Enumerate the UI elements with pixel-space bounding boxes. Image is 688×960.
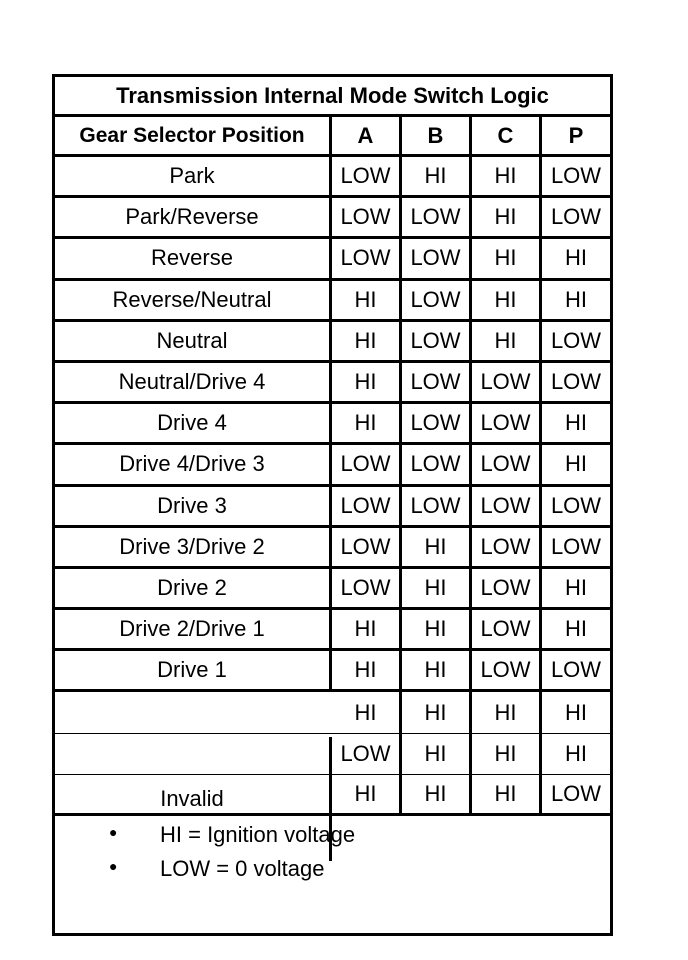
signal-a-cell: HI: [332, 651, 402, 689]
header-row: [55, 117, 610, 157]
table-row: [55, 198, 610, 239]
signal-c-cell: LOW: [472, 528, 542, 566]
gear-position-cell: Drive 4/Drive 3: [55, 445, 332, 483]
signal-b-cell: LOW: [402, 281, 472, 319]
signal-a-cell: LOW: [332, 734, 402, 774]
table-row: [55, 239, 610, 280]
signal-b-cell: LOW: [402, 239, 472, 277]
table-row: [55, 281, 610, 322]
signal-p-cell: HI: [565, 451, 587, 477]
signal-a-cell: LOW: [332, 239, 402, 277]
signal-p-cell: HI: [565, 699, 587, 725]
signal-p-cell: LOW: [550, 657, 602, 683]
signal-c-cell: LOW: [472, 487, 542, 525]
gear-position-cell: Park/Reverse: [55, 198, 332, 236]
table-row: [55, 404, 610, 445]
table-row: [55, 322, 610, 363]
signal-a-cell: HI: [332, 404, 402, 442]
table-row: [55, 610, 610, 651]
signal-a-cell: HI: [332, 281, 402, 319]
signal-a-cell: HI: [332, 610, 402, 648]
signal-b-cell: HI: [402, 651, 472, 689]
signal-c-cell: LOW: [472, 404, 542, 442]
header-a: A: [332, 117, 402, 154]
signal-p-cell: HI: [565, 574, 587, 600]
gear-position-cell: Drive 3: [55, 487, 332, 525]
signal-a-cell: HI: [332, 322, 402, 360]
legend-notes: [55, 820, 610, 888]
gear-position-cell: Neutral: [55, 322, 332, 360]
signal-b-cell: HI: [402, 528, 472, 566]
signal-c-cell: HI: [472, 692, 542, 732]
signal-c-cell: LOW: [472, 363, 542, 401]
header-p: P: [568, 122, 584, 148]
signal-p-cell: HI: [565, 740, 587, 766]
signal-c-cell: HI: [472, 734, 542, 774]
signal-p-cell: LOW: [550, 327, 602, 353]
signal-c-cell: LOW: [472, 610, 542, 648]
note-text: HI = Ignition voltage: [160, 822, 356, 847]
signal-a-cell: HI: [332, 363, 402, 401]
signal-b-cell: HI: [402, 775, 472, 813]
mode-switch-logic-table: [52, 74, 613, 936]
signal-c-cell: HI: [472, 281, 542, 319]
signal-c-cell: LOW: [472, 569, 542, 607]
note-text: LOW = 0 voltage: [160, 856, 325, 881]
gear-position-cell: Drive 1: [55, 651, 332, 689]
signal-a-cell: LOW: [332, 569, 402, 607]
signal-b-cell: LOW: [402, 322, 472, 360]
signal-c-cell: LOW: [472, 651, 542, 689]
signal-p-cell: HI: [565, 245, 587, 271]
signal-p-cell: LOW: [550, 492, 602, 518]
signal-a-cell: HI: [332, 692, 402, 732]
signal-b-cell: LOW: [402, 363, 472, 401]
signal-a-cell: LOW: [332, 157, 402, 195]
table-row: [55, 487, 610, 528]
table-row: [55, 569, 610, 610]
bullet-icon: ●: [109, 824, 118, 840]
invalid-label: Invalid: [55, 737, 332, 861]
table-row: [55, 445, 610, 486]
signal-p-cell: HI: [565, 410, 587, 436]
signal-p-cell: LOW: [550, 780, 602, 806]
gear-position-cell: Park: [55, 157, 332, 195]
signal-p-cell: LOW: [550, 204, 602, 230]
table-body: [55, 157, 610, 816]
gear-position-cell: Drive 4: [55, 404, 332, 442]
signal-a-cell: HI: [332, 775, 402, 813]
signal-c-cell: HI: [472, 239, 542, 277]
invalid-row: [55, 692, 610, 733]
gear-position-cell: Reverse/Neutral: [55, 281, 332, 319]
note-low: [55, 854, 610, 888]
gear-position-cell: Neutral/Drive 4: [55, 363, 332, 401]
gear-position-cell: Drive 2: [55, 569, 332, 607]
header-gear-selector-position: Gear Selector Position: [55, 117, 332, 154]
signal-c-cell: HI: [472, 322, 542, 360]
table-row: [55, 363, 610, 404]
header-b: B: [402, 117, 472, 154]
signal-b-cell: LOW: [402, 404, 472, 442]
signal-b-cell: HI: [402, 157, 472, 195]
signal-c-cell: HI: [472, 198, 542, 236]
bullet-icon: ●: [109, 858, 118, 874]
gear-position-cell: Drive 2/Drive 1: [55, 610, 332, 648]
signal-a-cell: LOW: [332, 198, 402, 236]
table-row: [55, 157, 610, 198]
table-grid: [55, 117, 610, 816]
table-title: Transmission Internal Mode Switch Logic: [55, 77, 610, 117]
signal-p-cell: HI: [565, 286, 587, 312]
signal-c-cell: HI: [472, 775, 542, 813]
table-row: [55, 528, 610, 569]
signal-b-cell: LOW: [402, 198, 472, 236]
signal-b-cell: HI: [402, 610, 472, 648]
signal-p-cell: LOW: [550, 369, 602, 395]
table-row: [55, 651, 610, 692]
gear-position-cell: Reverse: [55, 239, 332, 277]
signal-c-cell: HI: [472, 157, 542, 195]
signal-a-cell: LOW: [332, 487, 402, 525]
signal-a-cell: LOW: [332, 445, 402, 483]
signal-b-cell: HI: [402, 692, 472, 732]
signal-p-cell: LOW: [550, 533, 602, 559]
signal-b-cell: LOW: [402, 445, 472, 483]
signal-b-cell: HI: [402, 569, 472, 607]
signal-c-cell: LOW: [472, 445, 542, 483]
note-hi: [55, 820, 610, 854]
signal-b-cell: HI: [402, 734, 472, 774]
signal-b-cell: LOW: [402, 487, 472, 525]
signal-p-cell: LOW: [550, 163, 602, 189]
header-c: C: [472, 117, 542, 154]
gear-position-cell: Drive 3/Drive 2: [55, 528, 332, 566]
signal-a-cell: LOW: [332, 528, 402, 566]
signal-p-cell: HI: [565, 616, 587, 642]
